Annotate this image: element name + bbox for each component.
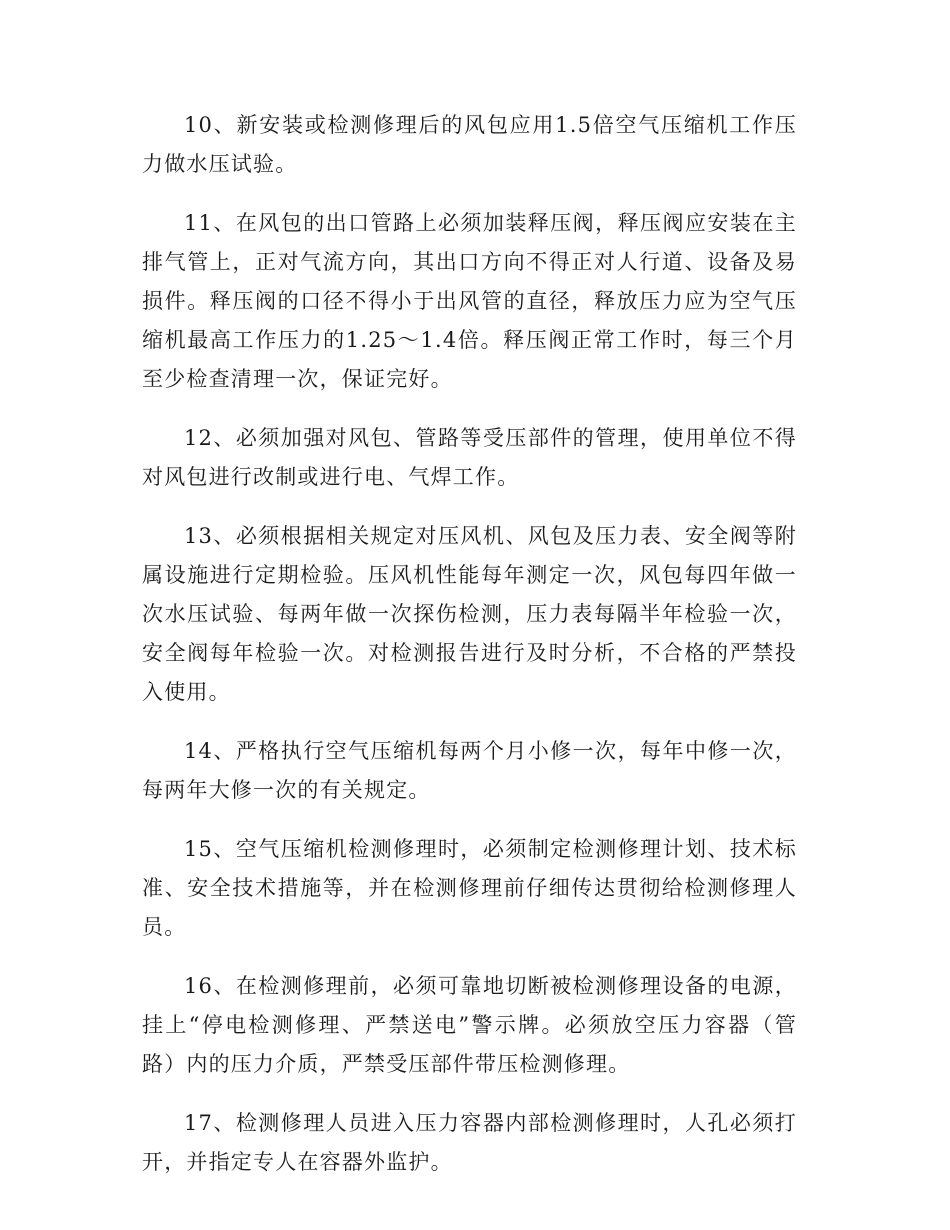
paragraph-item-10: 10、新安装或检测修理后的风包应用1.5倍空气压缩机工作压力做水压试验。 xyxy=(142,113,797,176)
paragraph-item-11: 11、在风包的出口管路上必须加装释压阀，释压阀应安装在主排气管上，正对气流方向，其出口方向不得正对人行道、设备及易损件。释压阀的口径不得小于出风管的直径，释放压力应为空气压缩机最高工作压力的1.25～1.4倍。释压阀正常工作时，每三个月至少检查清理一次，保证完好。 xyxy=(142,211,797,391)
document-body xyxy=(142,106,797,1202)
paragraph-item-16: 16、在检测修理前，必须可靠地切断被检测修理设备的电源，挂上“停电检测修理、严禁送电”警示牌。必须放空压力容器（管路）内的压力介质，严禁受压部件带压检测修理。 xyxy=(142,974,797,1076)
paragraph-item-17: 17、检测修理人员进入压力容器内部检测修理时，人孔必须打开，并指定专人在容器外监护。 xyxy=(142,1111,797,1174)
paragraph-item-14: 14、严格执行空气压缩机每两个月小修一次，每年中修一次，每两年大修一次的有关规定。 xyxy=(142,739,797,802)
paragraph-item-13: 13、必须根据相关规定对压风机、风包及压力表、安全阀等附属设施进行定期检验。压风机性能每年测定一次，风包每四年做一次水压试验、每两年做一次探伤检测，压力表每隔半年检验一次，安全阀每年检验一次。对检测报告进行及时分析，不合格的严禁投入使用。 xyxy=(142,524,797,704)
paragraph-item-15: 15、空气压缩机检测修理时，必须制定检测修理计划、技术标准、安全技术措施等，并在检测修理前仔细传达贯彻给检测修理人员。 xyxy=(142,837,797,939)
paragraph-item-12: 12、必须加强对风包、管路等受压部件的管理，使用单位不得对风包进行改制或进行电、气焊工作。 xyxy=(142,426,797,489)
